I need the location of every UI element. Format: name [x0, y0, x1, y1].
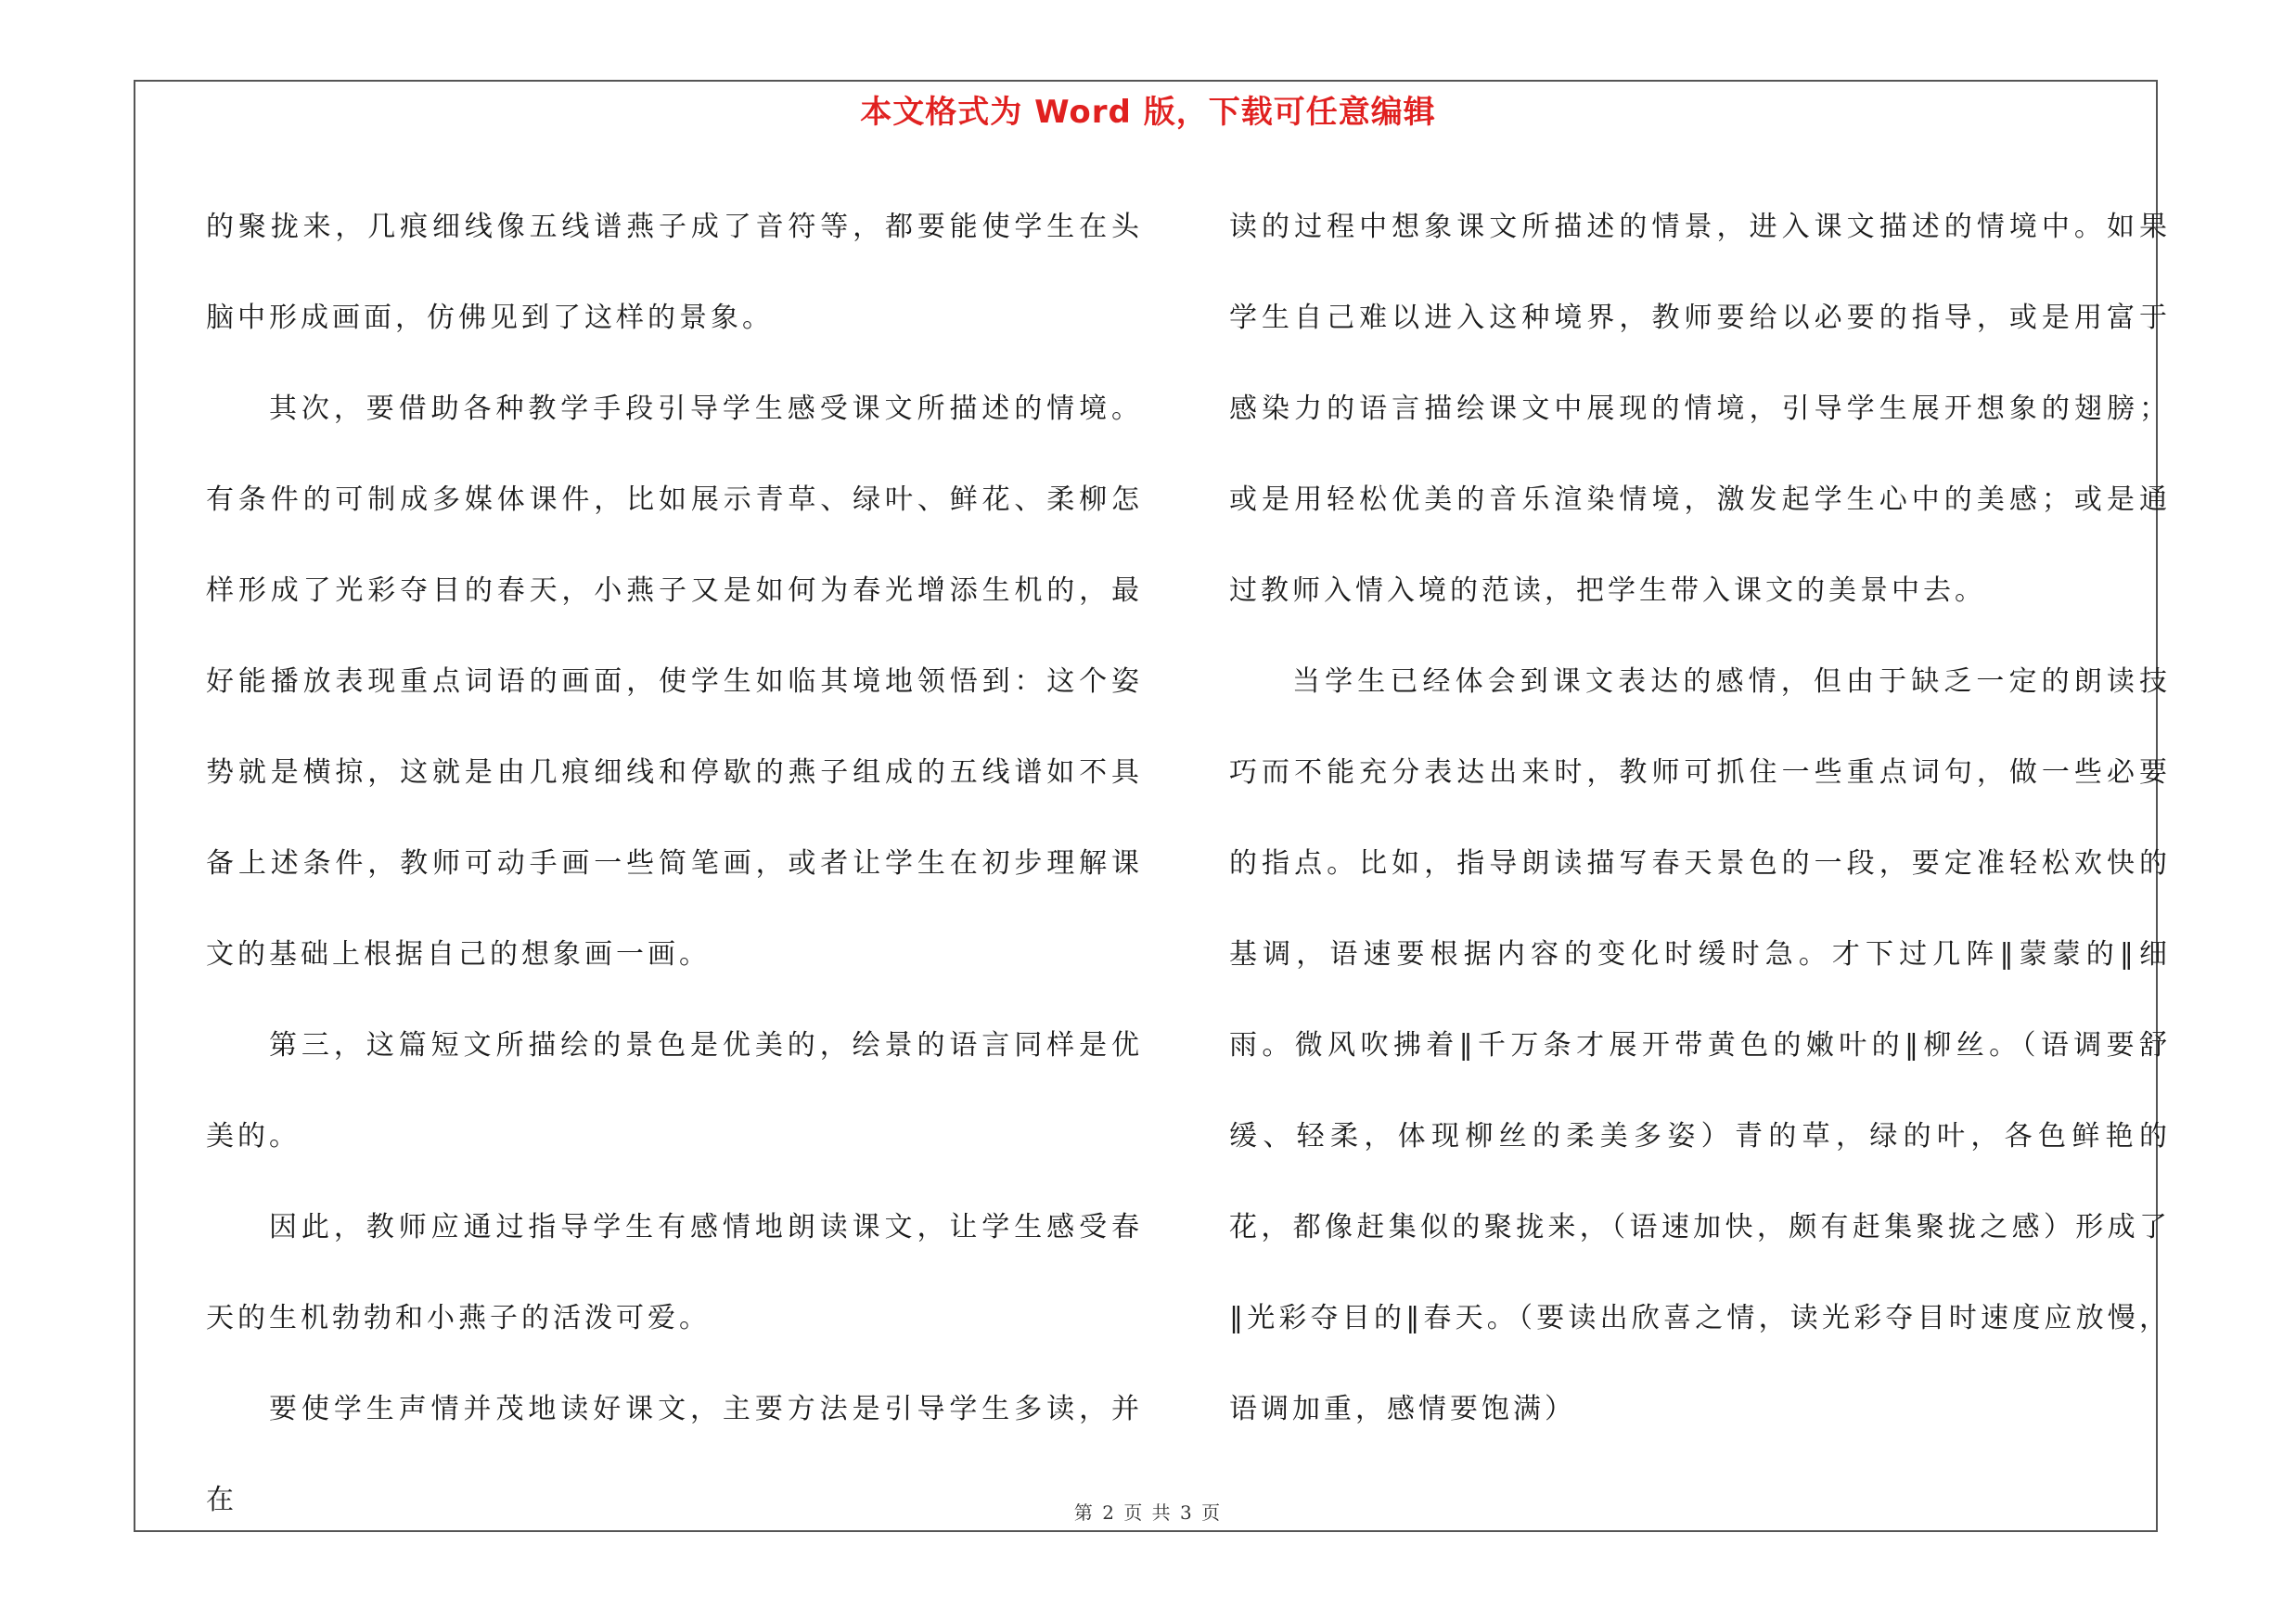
paragraph: 其次，要借助各种教学手段引导学生感受课文所描述的情境。有条件的可制成多媒体课件，比如展示青草、绿叶、鲜花、柔柳怎样形成了光彩夺目的春天，小燕子又是如何为春光增添生机的，最好能播放表现重点词语的画面，使学生如临其境地领悟到：这个姿势就是横掠，这就是由几痕细线和停歇的燕子组成的五线谱如不具备上述条件，教师可动手画一些简笔画，或者让学生在初步理解课文的基础上根据自己的想象画一画。 — [206, 393, 1143, 971]
paragraph: 因此，教师应通过指导学生有感情地朗读课文，让学生感受春天的生机勃勃和小燕子的活泼可爱。 — [206, 1211, 1143, 1334]
format-banner: 本文格式为 Word 版，下载可任意编辑 — [860, 94, 1436, 131]
page-number-footer: 第 2 页 共 3 页 — [1073, 1501, 1223, 1524]
right-column — [1229, 182, 2171, 1455]
paragraph: 的聚拢来，几痕细线像五线谱燕子成了音符等，都要能使学生在头脑中形成画面，仿佛见到了这样的景象。 — [206, 211, 1143, 334]
paragraph: 第三，这篇短文所描绘的景色是优美的，绘景的语言同样是优美的。 — [206, 1029, 1143, 1153]
paragraph: 要使学生声情并茂地读好课文，主要方法是引导学生多读，并在 — [206, 1393, 1143, 1516]
paragraph: 读的过程中想象课文所描述的情景，进入课文描述的情境中。如果学生自己难以进入这种境界，教师要给以必要的指导，或是用富于感染力的语言描绘课文中展现的情境，引导学生展开想象的翅膀；或是用轻松优美的音乐渲染情境，激发起学生心中的美感；或是通过教师入情入境的范读，把学生带入课文的美景中去。 — [1229, 211, 2171, 607]
paragraph: 当学生已经体会到课文表达的感情，但由于缺乏一定的朗读技巧而不能充分表达出来时，教师可抓住一些重点词句，做一些必要的指点。比如，指导朗读描写春天景色的一段，要定准轻松欢快的基调，语速要根据内容的变化时缓时急。才下过几阵‖蒙蒙的‖细雨。微风吹拂着‖千万条才展开带黄色的嫩叶的‖柳丝。（语调要舒缓、轻柔，体现柳丝的柔美多姿）青的草，绿的叶，各色鲜艳的花，都像赶集似的聚拢来，（语速加快，颇有赶集聚拢之感）形成了‖光彩夺目的‖春天。（要读出欣喜之情，读光彩夺目时速度应放慢，语调加重，感情要饱满） — [1229, 665, 2171, 1425]
left-column — [206, 182, 1143, 1546]
